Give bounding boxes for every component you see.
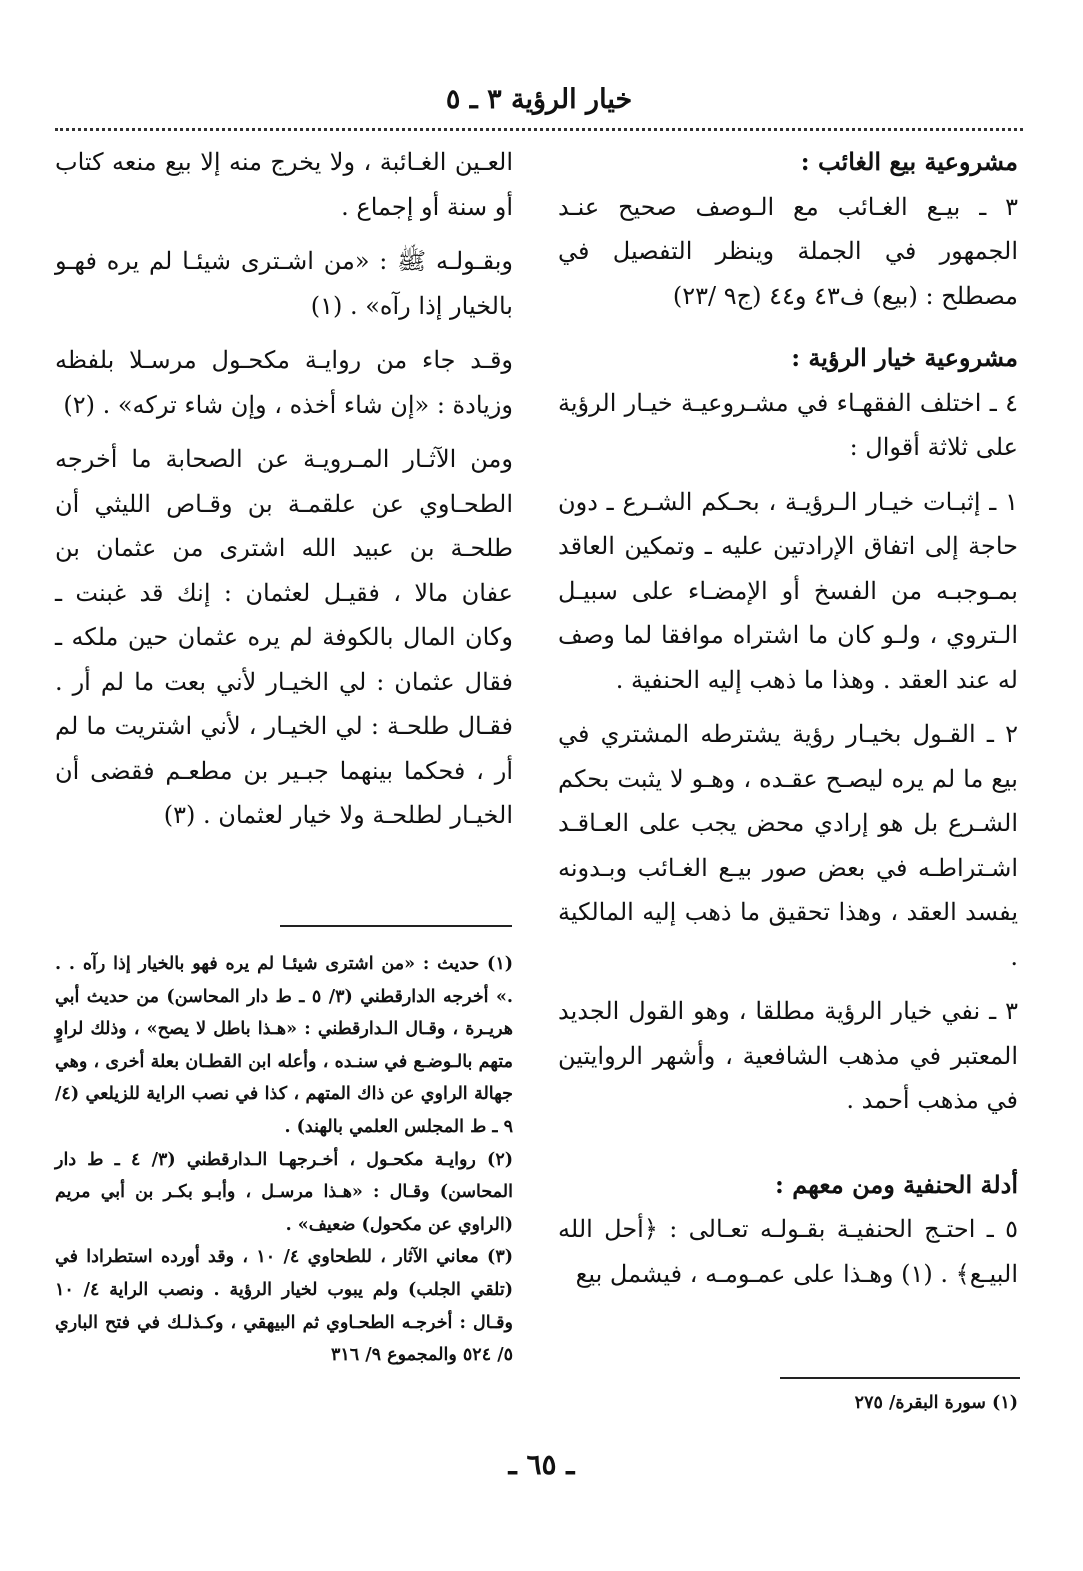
section-heading: مشروعية بيع الغائب : xyxy=(800,147,1018,176)
running-header: خيار الرؤية ٣ ـ ٥ xyxy=(445,84,633,115)
footnote: (١) سورة البقرة/ ٢٧٥ xyxy=(854,1393,1018,1413)
header-dotted-divider xyxy=(55,128,1023,131)
footnotes-left xyxy=(55,948,513,1372)
paragraph: ٣ ـ نفي خيار الرؤية مطلقا ، وهو القول الجديد المعتبر في مذهب الشافعية ، وأشهر الروايتين في مذهب أحمد . xyxy=(558,997,1018,1114)
page-number: ـ ٦٥ ـ xyxy=(508,1448,575,1481)
footnote: (١) حديث : «من اشترى شيئـا لم يره فهو بالخيار إذا رآه . . .» أخرجه الدارقطني (٣/ ٥ ـ ط دار المحاسن) من حديث أبي هريـرة ، وقـال الـدارقطني : «هـذا باطل لا يصح» ، وذلك لراوٍ متهم بالـوضـع في سنـده ، وأعله ابن القطـان بعلة أخرى ، وهي جهالة الراوي عن ذاك المتهم ، كذا في نصب الراية للزيلعي (٤/ ٩ ـ ط المجلس العلمي بالهند) . xyxy=(55,954,513,1137)
left-column xyxy=(55,140,513,848)
paragraph: وبقـولـه ﷺ : «من اشـترى شيئـا لم يره فهـو بالخيار إذا رآه» . (١) xyxy=(55,247,513,320)
paragraph: ٤ ـ اختلف الفقهـاء في مشـروعيـة خيـار الرؤية على ثلاثة أقوال : xyxy=(558,388,1018,461)
footnote-separator xyxy=(780,1377,1020,1379)
paragraph: ١ ـ إثبـات خيـار الـرؤيـة ، بحـكم الشـرع ـ دون حاجة إلى اتفاق الإرادتين عليه ـ وتمكين العاقد بمـوجبـه من الفسخ أو الإمضـاء على سبيـل الـتروي ، ولـو كان ما اشتراه موافقا لما وصف له عند العقد . وهذا ما ذهب إليه الحنفية . xyxy=(558,487,1018,694)
footnote: (٣) معاني الآثار ، للطحاوي ٤/ ١٠ ، وقد أورده استطرادا في (تلقي الجلب) ولم يبوب لخيار الرؤية . ونصب الراية ٤/ ١٠ وقـال : أخرجـه الطحـاوي ثم البيهقي ، وكـذلـك في فتح الباري ٥/ ٥٢٤ والمجموع ٩/ ٣١٦ xyxy=(55,1247,514,1366)
paragraph: وقـد جاء من روايـة مكحـول مرسـلا بلفظه وزيادة : «إن شاء أخذه ، وإن شاء تركه» . (٢) xyxy=(55,346,513,419)
right-column xyxy=(558,140,1018,1306)
paragraph: ٣ ـ بيـع الغـائب مع الـوصف صحيح عنـد الجمهور في الجملة وينظر التفصيل في مصطلح : (بيع) ف٤٣ و٤٤ (ج٩ /٢٣) xyxy=(558,192,1018,310)
footnote-separator xyxy=(280,925,512,927)
paragraph: ٢ ـ القـول بخيـار رؤية يشترطه المشتري في بيع ما لم يره ليصـح عقـده ، وهـو لا يثبت بحكم الشـرع بل هو إرادي محض يجب على العـاقـد اشـتراطـه في بعض صور بيـع الغـائب وبـدونه يفسد العقد ، وهذا تحقيق ما ذهب إليه المالكية . xyxy=(558,720,1018,971)
section-heading: أدلة الحنفية ومن معهم : xyxy=(775,1169,1018,1199)
paragraph: ٥ ـ احتـج الحنفيـة بقـولـه تعـالى : ﴿أحل الله البيـع﴾ . (١) وهـذا على عمـومـه ، فيشمل بيع xyxy=(558,1215,1018,1288)
paragraph: ومن الآثـار المـرويـة عن الصحابة ما أخرجه الطحـاوي عن علقمـة بن وقـاص الليثي أن طلحـة بن عبيد الله اشترى من عثمان بن عفان مالا ، فقيـل لعثمان : إنك قد غبنت ـ وكان المال بالكوفة لم يره عثمان حين ملكه ـ فقال عثمان : لي الخيـار لأني بعت ما لم أر . فقـال طلحـة : لي الخيـار ، لأني اشتريت ما لم أر ، فحكما بينهما جبـير بن مطعـم فقضى أن الخيـار لطلحـة ولا خيار لعثمان . (٣) xyxy=(55,445,513,829)
footnotes-right xyxy=(558,1387,1018,1420)
paragraph: العـين الغـائبة ، ولا يخرج منه إلا بيع منعه كتاب أو سنة أو إجماع . xyxy=(55,148,514,221)
footnote: (٢) روايـة مكحـول ، أخـرجهـا الـدارقطني (٣/ ٤ ـ ط دار المحاسن) وقـال : «هـذا مرسـل ، وأبـو بكـر بن أبي مريم (الراوي عن مكحول) ضعيف» . xyxy=(55,1149,514,1235)
section-heading: مشروعية خيار الرؤية : xyxy=(791,343,1018,372)
